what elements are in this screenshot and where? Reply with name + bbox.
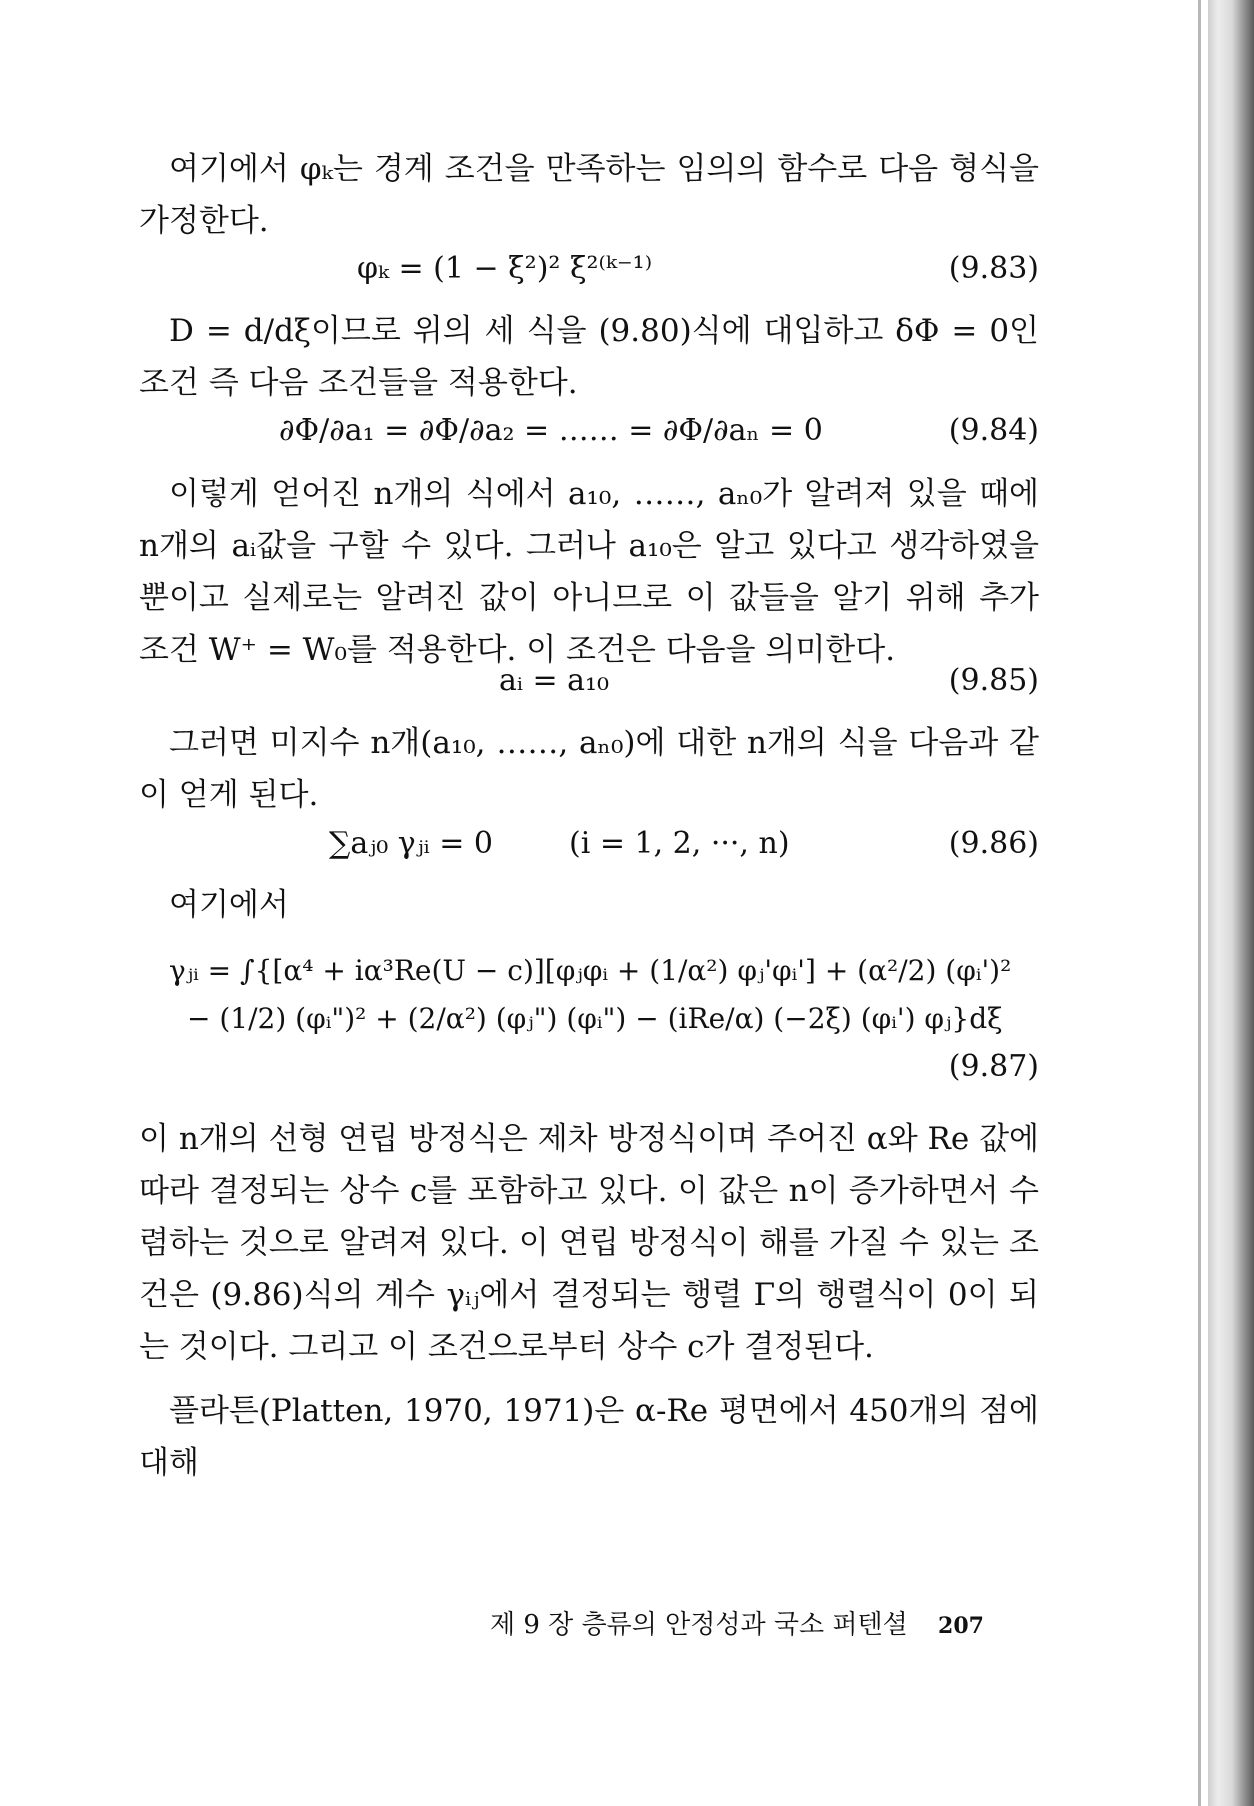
paragraph-platten: 플라튼(Platten, 1970, 1971)은 α-Re 평면에서 450개의 점에 대해 <box>139 1393 1039 1481</box>
equation-9-84-number: (9.84) <box>948 413 1039 448</box>
equation-9-85 <box>139 655 1039 707</box>
paragraph-n-equations: 이렇게 얻어진 n개의 식에서 a₁₀, ……, aₙ₀가 알려져 있을 때에 n개의 aᵢ값을 구할 수 있다. 그러나 a₁₀은 알고 있다고 생각하였을 뿐이고 실제로는 알려진 값이 아니므로 이 값들을 알기 위해 추가 조건 W⁺ = W₀를 적용한다. 이 조건은 다음을 의미한다. <box>139 476 1039 668</box>
equation-9-87-number-row <box>139 1041 1039 1093</box>
equation-9-87-line2 <box>139 993 1039 1045</box>
equation-9-85-number: (9.85) <box>948 663 1039 698</box>
paragraph-unknowns: 그러면 미지수 n개(a₁₀, ……, aₙ₀)에 대한 n개의 식을 다음과 같이 얻게 된다. <box>139 725 1039 813</box>
equation-9-83-number: (9.83) <box>948 251 1039 286</box>
equation-9-86-left: ∑aⱼ₀ γⱼᵢ = 0 <box>329 826 493 861</box>
paragraph-linear-system: 이 n개의 선형 연립 방정식은 제차 방정식이며 주어진 α와 Re 값에 따라 결정되는 상수 c를 포함하고 있다. 이 값은 n이 증가하면서 수렴하는 것으로 알려져 있다. 이 연립 방정식이 해를 가질 수 있는 조건은 (9.86)식의 계수 γᵢⱼ에서 결정되는 행렬 Γ의 행렬식이 0이 되는 것이다. 그리고 이 조건으로부터 상수 c가 결정된다. <box>139 1121 1039 1365</box>
page-edge-line <box>1198 0 1201 1806</box>
equation-9-84 <box>139 405 1039 457</box>
equation-9-84-body: ∂Φ/∂a₁ = ∂Φ/∂a₂ = …… = ∂Φ/∂aₙ = 0 <box>279 413 823 448</box>
equation-9-87-line2-body: − (1/2) (φᵢ")² + (2/α²) (φⱼ") (φᵢ") − (iRe/α) (−2ξ) (φᵢ') φⱼ}dξ <box>187 1002 1003 1035</box>
equation-9-86-number: (9.86) <box>948 826 1039 861</box>
equation-9-86-right: (i = 1, 2, ···, n) <box>569 826 790 861</box>
page-edge-shadow <box>1208 0 1254 1806</box>
paragraph-where: 여기에서 <box>169 887 289 923</box>
equation-9-87-line1 <box>139 945 1039 997</box>
running-head: 제 9 장 층류의 안정성과 국소 퍼텐셜 <box>490 1610 908 1640</box>
equation-9-83-body: φₖ = (1 − ξ²)² ξ²⁽ᵏ⁻¹⁾ <box>357 251 653 286</box>
equation-9-83 <box>139 243 1039 295</box>
paragraph-substitution: D = d/dξ이므로 위의 세 식을 (9.80)식에 대입하고 δΦ = 0인 조건 즉 다음 조건들을 적용한다. <box>139 313 1039 401</box>
paragraph-phi-definition: 여기에서 φₖ는 경계 조건을 만족하는 임의의 함수로 다음 형식을 가정한다. <box>139 151 1039 239</box>
page-number: 207 <box>938 1613 984 1639</box>
equation-9-87-number: (9.87) <box>948 1049 1039 1084</box>
page-footer <box>490 1604 984 1641</box>
equation-9-85-body: aᵢ = a₁₀ <box>499 663 610 698</box>
equation-9-86 <box>139 818 1039 870</box>
equation-9-87-line1-body: γⱼᵢ = ∫{[α⁴ + iα³Re(U − c)][φⱼφᵢ + (1/α²) φⱼ'φᵢ'] + (α²/2) (φᵢ')² <box>169 954 1012 987</box>
